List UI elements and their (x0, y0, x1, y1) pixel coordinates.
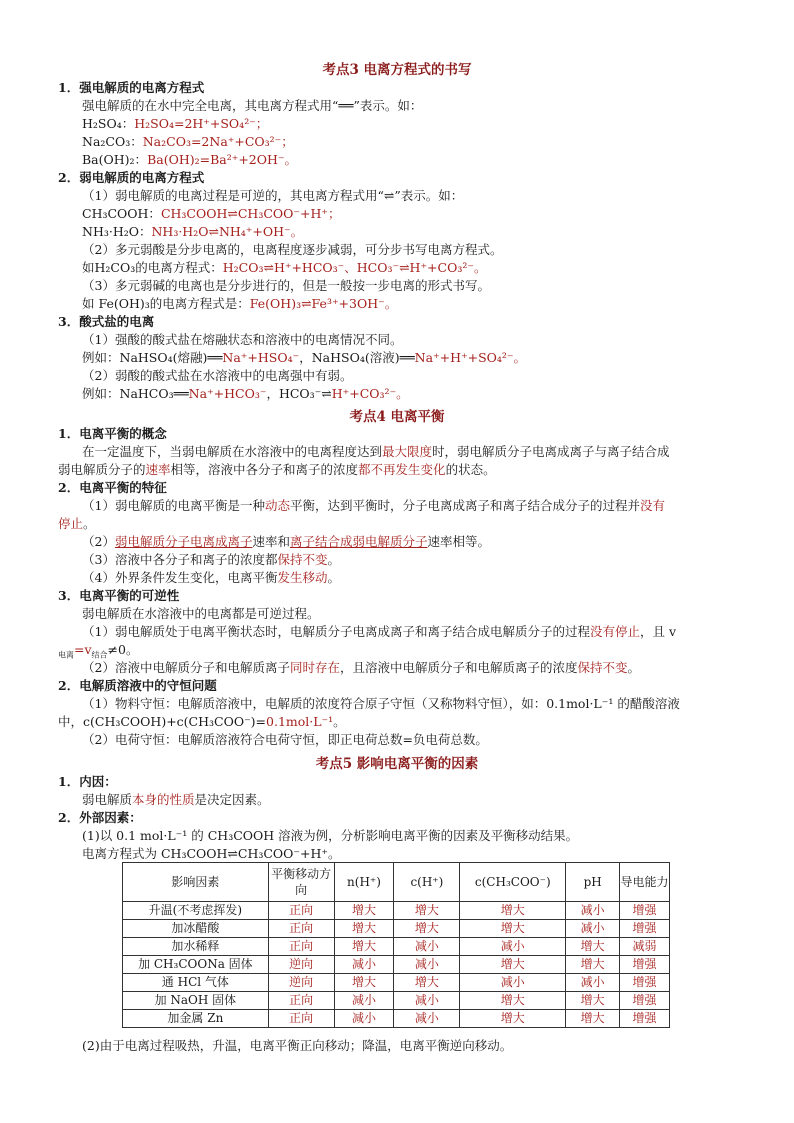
s3-eq-1-formula: H₂SO₄=2H⁺+SO₄²⁻； (134, 116, 269, 131)
s4-p4c: 。 (327, 552, 340, 567)
s4-p1c: 时，弱电解质分子电离成离子与离子结合成 (432, 444, 670, 459)
s3-eq-1-label: H₂SO₄： (82, 116, 135, 131)
s3-heading-2: 2．弱电解质的电离方程式 (58, 170, 205, 185)
s3-line-4 (82, 259, 486, 276)
table-factor-cell: 加金属 Zn (123, 1010, 269, 1028)
table-cell: 减小 (394, 992, 460, 1010)
s3-eq-3 (82, 151, 297, 168)
s3-heading-3: 3．酸式盐的电离 (58, 314, 155, 329)
table-cell: 正向 (268, 920, 334, 938)
s3-eq-2-label: Na₂CO₃： (82, 134, 143, 149)
s4-heading-4: 2．电解质溶液中的守恒问题 (58, 678, 217, 693)
table-row (123, 902, 670, 920)
section-4-title: 考点4 电离平衡 (349, 409, 445, 425)
table-cell: 增大 (566, 938, 620, 956)
s4-para-12: （2）电荷守恒：电解质溶液符合电荷守恒，即正电荷总数=负电荷总数。 (82, 732, 488, 747)
s3-line-10-a: 例如：NaHCO₃══ (82, 386, 189, 401)
s3-eq-5 (82, 223, 303, 240)
s3-line-4-text: 如H₂CO₃的电离方程式： (82, 260, 223, 275)
table-row (123, 992, 670, 1010)
s4-p11c: 。 (333, 714, 346, 729)
table-cell: 增大 (334, 902, 394, 920)
s3-line-9: （2）弱酸的酸式盐在水溶液中的电离强中有弱。 (82, 368, 353, 383)
s4-p1g: 都不再发生变化 (358, 462, 446, 477)
s4-p1f: 相等，溶液中各分子和离子的浓度 (170, 462, 359, 477)
s3-line-4-formula: H₂CO₃⇌H⁺+HCO₃⁻、HCO₃⁻⇌H⁺+CO₃²⁻。 (222, 260, 487, 275)
table-header-cell: c(H⁺) (394, 863, 460, 902)
table-cell: 增强 (620, 1010, 670, 1028)
s3-line-8-d: Na⁺+H⁺+SO₄²⁻。 (414, 350, 527, 365)
table-cell: 正向 (268, 938, 334, 956)
s4-p3b: 弱电解质分子电离成离子 (114, 534, 253, 549)
s3-eq-3-formula: Ba(OH)₂=Ba²⁺+2OH⁻。 (147, 152, 298, 167)
s4-para-6: 弱电解质在水溶液中的电离都是可逆过程。 (82, 606, 320, 621)
s4-p9c: ，且溶液中电解质分子和电解质离子的浓度 (339, 660, 578, 675)
table-factor-cell: 升温(不考虑挥发) (123, 902, 269, 920)
table-cell: 增大 (394, 902, 460, 920)
table-factor-cell: 加 CH₃COONa 固体 (123, 956, 269, 974)
table-factor-cell: 加水稀释 (123, 938, 269, 956)
s3-line-5: （3）多元弱碱的电离也是分步进行的，但是一般按一步电离的形式书写。 (82, 278, 490, 293)
s4-para-5 (82, 569, 340, 586)
s4-heading-3: 3．电离平衡的可逆性 (58, 588, 180, 603)
table-header-cell: c(CH₃COO⁻) (460, 863, 566, 902)
s5-p1b: 本身的性质 (132, 792, 195, 807)
s5-para-3: 电离方程式为 CH₃COOH⇌CH₃COO⁻+H⁺。 (82, 846, 341, 861)
s3-line-1: 强电解质的在水中完全电离，其电离方程式用“══”表示。如： (82, 98, 423, 113)
s4-p3c: 速率和 (252, 534, 290, 549)
table-factor-cell: 加冰醋酸 (123, 920, 269, 938)
s4-p2f: 。 (83, 516, 96, 531)
s4-p9a: （2）溶液中电解质分子和电解质离子 (82, 660, 290, 675)
s4-para-2-line-1 (82, 497, 665, 514)
table-cell: 增大 (460, 920, 566, 938)
table-cell: 增大 (460, 956, 566, 974)
s4-para-7-line-2 (58, 641, 138, 658)
table-cell: 增大 (394, 920, 460, 938)
s5-p1a: 弱电解质 (82, 792, 133, 807)
s4-para-1-line-1 (82, 443, 670, 460)
table-row (123, 1010, 670, 1028)
s4-p5a: （4）外界条件发生变化，电离平衡 (82, 570, 278, 585)
table-cell: 减小 (334, 956, 394, 974)
s4-p1h: 的状态。 (445, 462, 496, 477)
table-header-cell: pH (566, 863, 620, 902)
s4-p7b: 没有停止 (589, 624, 640, 639)
s3-line-2: （1）弱电解质的电离过程是可逆的，其电离方程式用“⇌”表示。如： (82, 188, 464, 203)
table-cell: 增大 (566, 992, 620, 1010)
table-row (123, 938, 670, 956)
s3-line-6-formula: Fe(OH)₃⇌Fe³⁺+3OH⁻。 (249, 296, 398, 311)
table-cell: 逆向 (268, 956, 334, 974)
table-cell: 增强 (620, 902, 670, 920)
s3-line-8-a: 例如：NaHSO₄(熔融)══ (82, 350, 223, 365)
table-cell: 增强 (620, 974, 670, 992)
table-cell: 减小 (334, 992, 394, 1010)
s3-line-6 (82, 295, 397, 312)
s4-p3a: （2） (82, 534, 115, 549)
table-header-cell: n(H⁺) (334, 863, 394, 902)
s5-para-2: (1)以 0.1 mol·L⁻¹ 的 CH₃COOH 溶液为例，分析影响电离平衡的因素及平衡移动结果。 (82, 828, 579, 843)
s4-para-7-line-1 (82, 623, 676, 640)
s4-p1a: 在一定温度下，当弱电解质在水溶液中的电离程度达到 (82, 444, 383, 459)
table-cell: 增强 (620, 920, 670, 938)
table-header-cell: 影响因素 (123, 863, 269, 902)
s4-p5b: 发生移动 (277, 570, 328, 585)
s4-p11a: 中，c(CH₃COOH)+c(CH₃COO⁻)= (58, 714, 267, 729)
s4-para-11 (58, 713, 346, 730)
table-cell: 增大 (334, 938, 394, 956)
table-factor-cell: 加 NaOH 固体 (123, 992, 269, 1010)
table-cell: 增大 (460, 1010, 566, 1028)
table-cell: 减小 (334, 1010, 394, 1028)
s4-heading-2: 2．电离平衡的特征 (58, 480, 167, 495)
s3-eq-5-label: NH₃·H₂O： (82, 224, 152, 239)
s4-p2e: 停止 (58, 516, 84, 531)
table-row (123, 974, 670, 992)
table-cell: 减小 (566, 920, 620, 938)
table-cell: 正向 (268, 992, 334, 1010)
table-cell: 增强 (620, 956, 670, 974)
s4-p1d: 弱电解质分子的 (58, 462, 146, 477)
s4-p9e: 。 (627, 660, 641, 675)
s4-p11b: 0.1mol·L⁻¹ (266, 714, 334, 729)
table-header-cell: 导电能力 (620, 863, 670, 902)
s3-eq-5-formula: NH₃·H₂O⇌NH₄⁺+OH⁻。 (151, 224, 304, 239)
table-cell: 正向 (268, 1010, 334, 1028)
s4-para-2-line-2 (58, 515, 96, 532)
table-cell: 增大 (566, 956, 620, 974)
table-header-row (123, 863, 670, 902)
table-row (123, 956, 670, 974)
table-header-cell: 平衡移动方向 (268, 863, 334, 902)
s4-p7a: （1）弱电解质处于电离平衡状态时，电解质分子电离成离子和离子结合成电解质分子的过程 (82, 624, 590, 639)
table-cell: 减小 (460, 938, 566, 956)
s3-line-8-b: Na⁺+HSO₄⁻ (222, 350, 300, 365)
s3-eq-2-formula: Na₂CO₃=2Na⁺+CO₃²⁻； (142, 134, 294, 149)
s3-line-8 (82, 349, 526, 366)
table-cell: 减小 (460, 974, 566, 992)
s3-eq-2 (82, 133, 294, 150)
table-cell: 增强 (620, 992, 670, 1010)
table-cell: 减小 (394, 1010, 460, 1028)
s4-p3d: 离子结合成弱电解质分子 (289, 534, 428, 549)
section-5-title: 考点5 影响电离平衡的因素 (315, 756, 479, 772)
s4-p1e: 速率 (145, 462, 171, 477)
s3-line-10-d: H⁺+CO₃²⁻。 (331, 386, 409, 401)
s4-para-4 (82, 551, 340, 568)
s4-p2b: 动态 (264, 498, 290, 513)
table-row (123, 920, 670, 938)
table-cell: 增大 (334, 920, 394, 938)
table-cell: 减小 (566, 974, 620, 992)
s3-eq-4-formula: CH₃COOH⇌CH₃COO⁻+H⁺； (160, 206, 341, 221)
s5-para-4: (2)由于电离过程吸热，升温，电离平衡正向移动；降温，电离平衡逆向移动。 (82, 1038, 513, 1053)
table-cell: 增大 (566, 1010, 620, 1028)
s5-heading-2: 2．外部因素： (58, 810, 142, 825)
s3-line-10-c: ，HCO₃⁻⇌ (266, 386, 332, 401)
s5-p1c: 是决定因素。 (194, 792, 270, 807)
s3-eq-4-label: CH₃COOH： (82, 206, 161, 221)
s3-eq-3-label: Ba(OH)₂： (82, 152, 148, 167)
table-cell: 增大 (334, 974, 394, 992)
s3-eq-4 (82, 205, 340, 222)
s4-p5c: 。 (327, 570, 340, 585)
s4-p4a: （3）溶液中各分子和离子的浓度都 (82, 552, 278, 567)
s4-para-3 (82, 533, 490, 550)
s3-line-3: （2）多元弱酸是分步电离的，电离程度逐步减弱，可分步书写电离方程式。 (82, 242, 503, 257)
table-cell: 减弱 (620, 938, 670, 956)
table-cell: 增大 (460, 902, 566, 920)
table-cell: 减小 (566, 902, 620, 920)
table-cell: 增大 (460, 992, 566, 1010)
s5-para-1 (82, 791, 270, 808)
s3-line-10-b: Na⁺+HCO₃⁻ (188, 386, 267, 401)
s3-eq-1 (82, 115, 268, 132)
s4-p2c: 平衡，达到平衡时，分子电离成离子和离子结合成分子的过程并 (289, 498, 640, 513)
s4-heading-1: 1．电离平衡的概念 (58, 426, 167, 441)
s4-para-9 (82, 659, 640, 676)
s3-line-8-c: ，NaHSO₄(溶液)══ (299, 350, 415, 365)
s4-p7c: ，且 v (639, 624, 677, 639)
s3-line-7: （1）强酸的酸式盐在熔融状态和溶液中的电离情况不同。 (82, 332, 403, 347)
s4-p3e: 速率相等。 (427, 534, 491, 549)
s4-p9b: 同时存在 (289, 660, 340, 675)
table-factor-cell: 通 HCl 气体 (123, 974, 269, 992)
effect-table (122, 862, 670, 1028)
s3-heading-1: 1．强电解质的电离方程式 (58, 80, 205, 95)
s4-p2d: 没有 (640, 498, 666, 513)
s4-p9d: 保持不变 (577, 660, 628, 675)
s4-para-1-line-2 (58, 461, 496, 478)
s4-p8a: 电离 (58, 650, 74, 660)
s4-p8b: =v (74, 642, 92, 657)
table-cell: 逆向 (268, 974, 334, 992)
table-cell: 增大 (394, 974, 460, 992)
s4-p2a: （1）弱电解质的电离平衡是一种 (82, 498, 265, 513)
s4-p8c: 结合 (91, 650, 108, 660)
s3-line-10 (82, 385, 409, 402)
table-cell: 减小 (394, 956, 460, 974)
s4-para-10: （1）物料守恒：电解质溶液中，电解质的浓度符合原子守恒（又称物料守恒），如：0.1mol·L⁻¹ 的醋酸溶液 (82, 696, 680, 711)
table-cell: 减小 (394, 938, 460, 956)
s4-p4b: 保持不变 (277, 552, 328, 567)
s5-heading-1: 1．内因： (58, 774, 117, 789)
s4-p8d: ≠0。 (107, 642, 139, 657)
table-cell: 正向 (268, 902, 334, 920)
s3-line-6-text: 如 Fe(OH)₃的电离方程式是： (82, 296, 250, 311)
section-3-title: 考点3 电离方程式的书写 (322, 62, 472, 78)
s4-p1b: 最大限度 (382, 444, 433, 459)
